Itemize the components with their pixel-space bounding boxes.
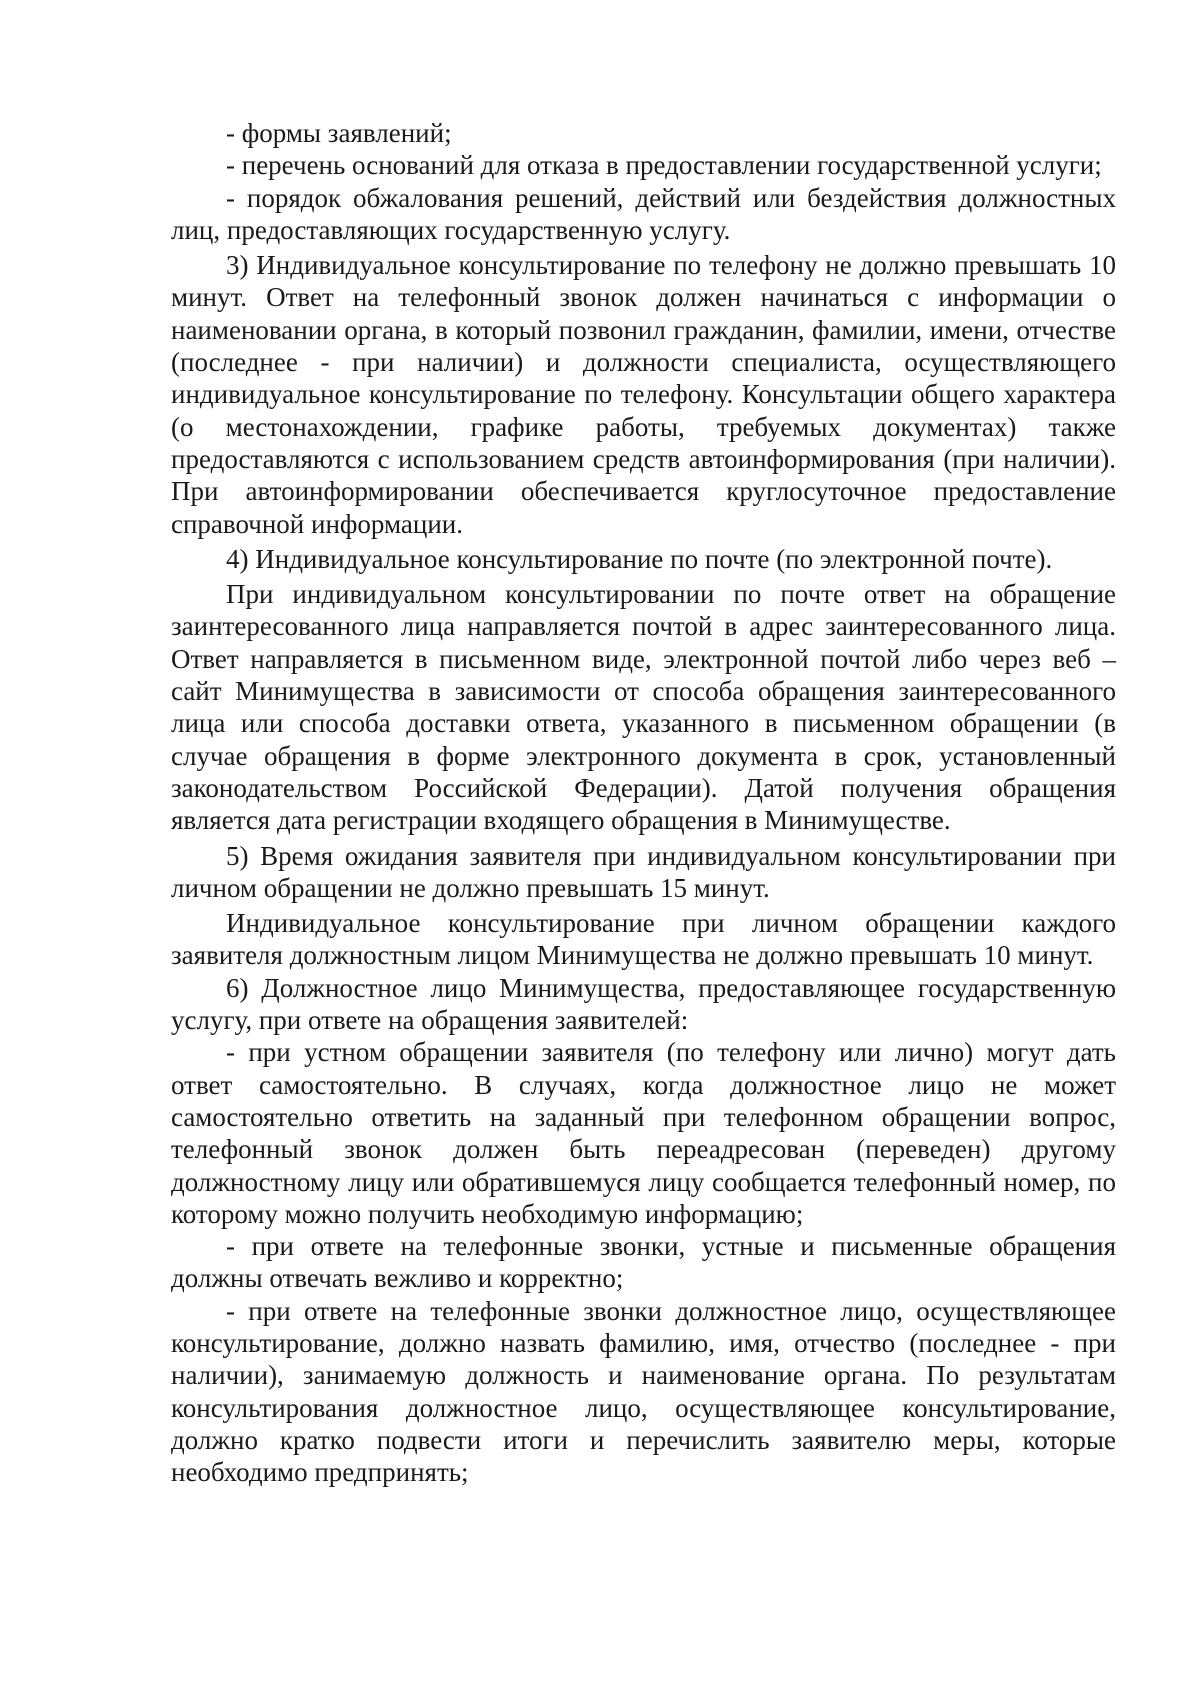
- document-body: [171, 117, 1116, 1488]
- paragraph-item-5-waiting-time: 5) Время ожидания заявителя при индивидуальном консультировании при личном обращении не должно превышать 15 минут.: [171, 840, 1116, 903]
- paragraph-item-6-official-duties: 6) Должностное лицо Минимущества, предоставляющее государственную услугу, при ответе на обращения заявителей:: [171, 972, 1116, 1036]
- paragraph-oral-requests: - при устном обращении заявителя (по телефону или лично) могут дать ответ самостоятельно. В случаях, когда должностное лицо не может самостоятельно ответить на заданный при телефонном обращении вопрос, телефонный звонок должен быть переадресован (переведен) другому должностному лицу или обратившемуся лицу сообщается телефонный номер, по которому можно получить необходимую информацию;: [171, 1037, 1116, 1229]
- paragraph-mail-consulting-details: При индивидуальном консультировании по почте ответ на обращение заинтересованного лица направляется почтой в адрес заинтересованного лица. Ответ направляется в письменном виде, электронной почтой либо через веб – сайт Минимущества в зависимости от способа обращения заинтересованного лица или способа доставки ответа, указанного в письменном обращении (в случае обращения в форме электронного документа в срок, установленный законодательством Российской Федерации). Датой получения обращения является дата регистрации входящего обращения в Минимуществе.: [171, 579, 1116, 836]
- paragraph-item-3-phone-consulting: 3) Индивидуальное консультирование по телефону не должно превышать 10 минут. Ответ на телефонный звонок должен начинаться с информации о наименовании органа, в который позвонил гражданин, фамилии, имени, отчестве (последнее - при наличии) и должности специалиста, осуществляющего индивидуальное консультирование по телефону. Консультации общего характера (о местонахождении, графике работы, требуемых документах) также предоставляются с использованием средств автоинформирования (при наличии). При автоинформировании обеспечивается круглосуточное предоставление справочной информации.: [171, 250, 1116, 539]
- paragraph-forms-of-applications: - формы заявлений;: [226, 118, 452, 148]
- paragraph-politeness: - при ответе на телефонные звонки, устные и письменные обращения должны отвечать вежливо и корректно;: [171, 1231, 1116, 1294]
- paragraph-refusal-grounds: - перечень оснований для отказа в предоставлении государственной услуги;: [226, 150, 1102, 181]
- paragraph-phone-answer-rules: - при ответе на телефонные звонки должностное лицо, осуществляющее консультирование, должно назвать фамилию, имя, отчество (последнее - при наличии), занимаемую должность и наименование органа. По результатам консультирования должностное лицо, осуществляющее консультирование, должно кратко подвести итоги и перечислить заявителю меры, которые необходимо предпринять;: [171, 1295, 1116, 1488]
- paragraph-item-4-mail-consulting: 4) Индивидуальное консультирование по почте (по электронной почте).: [226, 543, 1053, 574]
- paragraph-appeal-procedure: - порядок обжалования решений, действий или бездействия должностных лиц, предоставляющих государственную услугу.: [171, 182, 1116, 245]
- paragraph-personal-consulting-duration: Индивидуальное консультирование при личном обращении каждого заявителя должностным лицом Минимущества не должно превышать 10 минут.: [171, 908, 1116, 971]
